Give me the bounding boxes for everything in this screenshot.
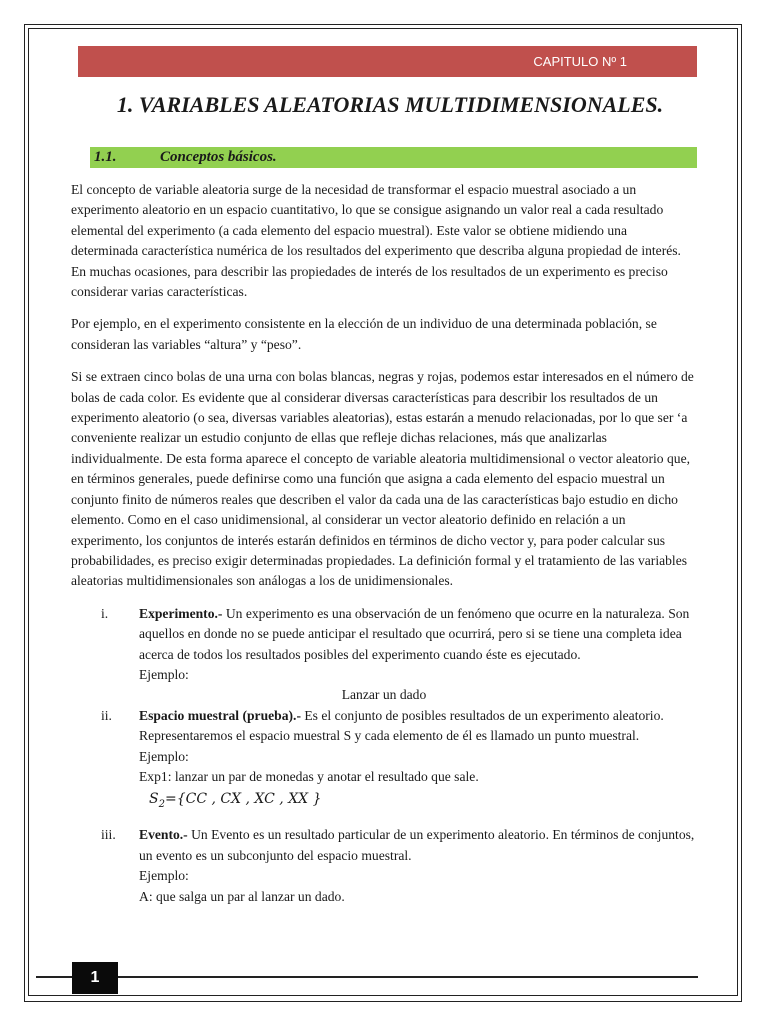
definition-term: Evento.- xyxy=(139,827,188,843)
example-label: Ejemplo: xyxy=(139,666,189,682)
definition-term: Espacio muestral (prueba).- xyxy=(139,707,301,723)
list-numeral: ii. xyxy=(101,707,112,723)
list-numeral: i. xyxy=(101,605,109,621)
definition-espacio-muestral xyxy=(71,706,697,812)
paragraph-3: Si se extraen cinco bolas de una urna con bolas blancas, negras y rojas, podemos estar interesados en el número de bolas de cada color. Es evidente que al considerar diversas características para describir los resultados de un experimento aleatorio (o sea, diversas variables aleatorias), estas estarán a menudo relacionadas, por lo que ser ‘a conveniente realizar un estudio conjunto de ellas que refleje dichas relaciones, más que analizarlas individualmente. De esta forma aparece el concepto de variable aleatoria multidimensional o vector aleatorio que, en términos generales, puede definirse como una función que asigna a cada elemento del espacio muestral un conjunto finito de números reales que describen el valor da cada una de las características bajo estudio en dicho elemento. Como en el caso unidimensional, al considerar un vector aleatorio definido en relación a un experimento, los conjuntos de interés estarán definidos en términos de dicho vector y, para poder calcular sus probabilidades, es preciso exigir determinadas propiedades. La definición formal y el tratamiento de las variables aleatorias multidimensionales son análogas a los de unidimensionales. xyxy=(71,369,694,589)
chapter-label: CAPITULO Nº 1 xyxy=(533,54,627,69)
footer-rule xyxy=(36,976,698,978)
definition-text: Un experimento es una observación de un fenómeno que ocurre en la naturaleza. Son aquellos en donde no se puede anticipar el resultado que ocurrirá, pero si se tiene una completa idea acerca de todos los resultados posibles del experimento cuando éste es ejecutado. xyxy=(139,605,690,662)
definition-term: Experimento.- xyxy=(139,605,223,621)
example-label: Ejemplo: xyxy=(139,748,189,764)
example-text: A: que salga un par al lanzar un dado. xyxy=(139,888,345,904)
section-heading xyxy=(90,147,697,168)
section-number: 1.1. xyxy=(94,149,117,165)
example-label: Ejemplo: xyxy=(139,868,189,884)
definition-text: Un Evento es un resultado particular de un experimento aleatorio. En términos de conjuntos, un evento es un subconjunto del espacio muestral. xyxy=(139,827,695,863)
definition-evento xyxy=(71,825,697,907)
paragraph-2: Por ejemplo, en el experimento consistente en la elección de un individuo de una determinada población, se consideran las variables “altura” y “peso”. xyxy=(71,316,657,352)
paragraph-1: El concepto de variable aleatoria surge de la necesidad de transformar el espacio muestral asociado a un experimento aleatorio en un espacio cuantitativo, lo que se consigue asignando un valor real a cada resultado elemental del experimento (a cada elemento del espacio muestral). Este valor se obtiene midiendo una determinada característica numérica de los resultados del experimento que describa alguna propiedad de interés. En muchas ocasiones, para describir las propiedades de interés de los resultados de un experimento es preciso considerar varias características. xyxy=(71,182,681,300)
section-title: Conceptos básicos. xyxy=(160,149,277,165)
list-numeral: iii. xyxy=(101,827,116,843)
document-title: 1. VARIABLES ALEATORIAS MULTIDIMENSIONALES. xyxy=(116,92,664,117)
example-text: Exp1: lanzar un par de monedas y anotar el resultado que sale. xyxy=(139,768,479,784)
definition-experimento xyxy=(71,604,697,686)
definition-text: Es el conjunto de posibles resultados de un experimento aleatorio. Representaremos el espacio muestral S y cada elemento de él es llamado un punto muestral. xyxy=(139,707,664,744)
sample-space-formula: $S_2=\{CC$ , CX , XC , XX } xyxy=(149,791,322,811)
page-number-badge xyxy=(72,962,118,994)
document-body xyxy=(71,180,697,907)
chapter-header-band xyxy=(78,46,697,77)
example-text: Lanzar un dado xyxy=(341,687,427,703)
page-number: 1 xyxy=(90,969,100,986)
